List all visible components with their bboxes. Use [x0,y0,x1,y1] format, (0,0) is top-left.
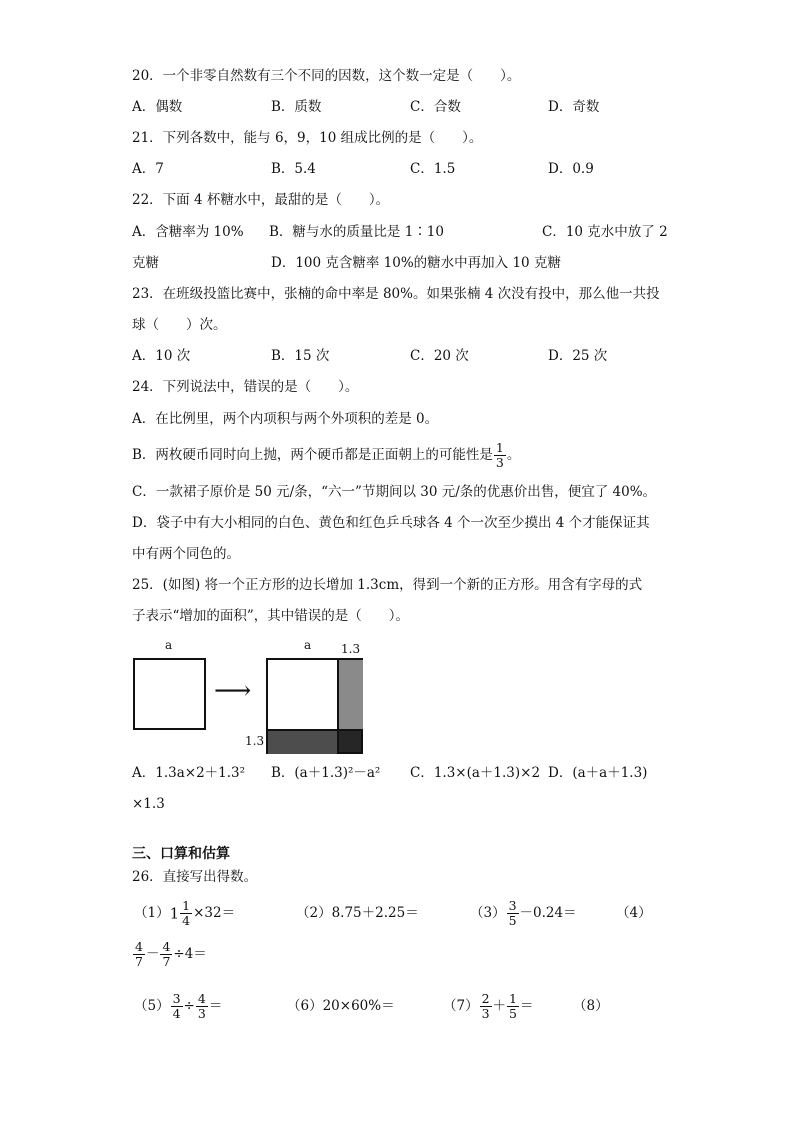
calc-1 [134,893,235,934]
calc-7-fraction-2 [507,992,519,1021]
figure-label-1-3-left: 1.3 [245,734,265,748]
q25-option-b: B．(a＋1.3)²－a² [271,765,381,781]
q23-option-c: C．20 次 [410,348,469,364]
calc-3 [470,893,577,933]
calc-8: （8） [573,998,609,1014]
original-square [133,658,206,730]
calc-4-rest: ÷4＝ [173,946,207,962]
q24-option-c: C．一款裙子原价是 50 元/条，“六一”节期间以 30 元/条的优惠价出售，便宜了 40%。 [132,484,657,500]
q20-option-a: A．偶数 [132,99,183,115]
q21-stem: 21．下列各数中，能与 6，9，10 组成比例的是（ ）。 [132,130,483,146]
fraction-denominator: 7 [162,954,171,969]
q25-stem-line1: 25．(如图) 将一个正方形的边长增加 1.3cm，得到一个新的正方形。用含有字母的式 [132,577,643,593]
fraction-denominator: 4 [182,913,191,928]
q22-option-c: C．10 克水中放了 2 [542,224,668,240]
fraction-denominator: 3 [481,1006,490,1021]
fraction-denominator: 7 [135,954,143,969]
calc-5-rest: ＝ [208,998,223,1014]
q23-option-a: A．10 次 [132,348,191,364]
q20-option-c: C．合数 [410,99,461,115]
q24-option-a: A．在比例里，两个内项积与两个外项积的差是 0。 [132,411,439,427]
q24-option-d-line2: 中有两个同色的。 [132,546,240,562]
calc-3-fraction [507,899,519,928]
fraction-denominator: 5 [509,1006,517,1021]
q20-option-b: B．质数 [271,99,322,115]
calc-3-rest: －0.24＝ [519,905,577,921]
q21-option-a: A．7 [132,161,164,177]
fraction-denominator: 3 [197,1006,206,1021]
fraction-numerator: 4 [197,991,206,1006]
figure-label-a-new: a [304,638,312,652]
calc-1-label: （1） [134,905,170,921]
q22-stem: 22．下面 4 杯糖水中，最甜的是（ ）。 [132,192,390,208]
fraction-numerator: 3 [172,991,181,1006]
increase-corner [337,729,361,752]
q24-stem: 24．下列说法中，错误的是（ ）。 [132,379,359,395]
calc-7-label: （7） [443,998,479,1014]
calc-5-op: ÷ [183,998,195,1014]
fraction-numerator: 4 [135,939,143,954]
fraction-denominator: 4 [172,1006,181,1021]
q20-stem: 20．一个非零自然数有三个不同的因数，这个数一定是（ ）。 [132,68,521,84]
calc-5-fraction-1 [171,992,183,1021]
q25-option-d-cont: ×1.3 [132,796,165,812]
q23-stem-line2: 球（ ）次。 [132,317,227,333]
q21-option-c: C．1.5 [410,161,456,177]
arrow-icon: ⟶ [214,676,252,706]
increase-strip-right [337,660,363,729]
calc-1-fraction [180,899,192,928]
calc-7 [443,986,534,1026]
fraction-numerator: 1 [509,991,517,1006]
fraction-numerator: 1 [182,898,191,913]
q23-option-d: D．25 次 [548,348,608,364]
calc-7-rest: ＝ [520,998,534,1014]
fraction-denominator: 3 [495,455,504,470]
q25-option-a: A．1.3a×2＋1.3² [132,765,246,781]
q20-option-d: D．奇数 [548,99,600,115]
calc-7-fraction-1 [480,992,492,1021]
calc-5-label: （5） [134,998,170,1014]
q26-stem: 26．直接写出得数。 [132,869,258,885]
q22-option-b: B．糖与水的质量比是 1∶10 [269,224,444,240]
q24-option-b-end: 。 [506,447,521,463]
calc-4-fraction-2 [160,940,172,969]
q22-option-a: A．含糖率为 10% [132,224,244,240]
q25-option-c: C．1.3×(a＋1.3)×2 [410,765,541,781]
calc-1-rest: ×32＝ [193,905,236,921]
calc-4-op: － [145,946,160,962]
calc-2: （2）8.75＋2.25＝ [296,905,419,921]
fraction-numerator: 2 [481,991,490,1006]
q22-option-d: D．100 克含糖率 10%的糖水中再加入 10 克糖 [271,255,561,271]
calc-7-op: ＋ [492,998,507,1014]
increase-strip-bottom [268,729,337,754]
calc-3-label: （3） [470,905,506,921]
calc-4 [132,934,207,974]
figure-label-1-3-top: 1.3 [341,642,361,656]
calc-5 [134,986,222,1026]
calc-4-fraction-1 [133,940,145,969]
calc-1-whole: 1 [169,904,180,923]
fraction-numerator: 1 [495,440,504,455]
q22-option-c-cont: 克糖 [132,255,159,271]
fraction-numerator: 4 [162,939,171,954]
q23-option-b: B．15 次 [271,348,330,364]
fraction-numerator: 3 [508,898,517,913]
q21-option-d: D．0.9 [548,161,594,177]
q21-option-b: B．5.4 [271,161,316,177]
q25-option-d: D．(a＋a＋1.3) [548,765,648,781]
q24-option-b-fraction [494,441,506,470]
calc-6: （6）20×60%＝ [287,998,395,1014]
calc-4-label: （4） [616,905,652,921]
q24-option-b-text: B．两枚硬币同时向上抛，两个硬币都是正面朝上的可能性是 [132,447,493,463]
q25-stem-line2: 子表示“增加的面积”，其中错误的是（ ）。 [132,608,410,624]
section-title: 三、口算和估算 [132,846,230,862]
q23-stem-line1: 23．在班级投篮比赛中，张楠的命中率是 80%。如果张楠 4 次没有投中，那么他一共投 [132,286,660,302]
figure-label-a-original: a [165,638,173,652]
calc-5-fraction-2 [196,992,208,1021]
q24-option-b [132,436,520,474]
fraction-denominator: 5 [508,913,517,928]
q24-option-d-line1: D．袋子中有大小相同的白色、黄色和红色乒乓球各 4 个一次至少摸出 4 个才能保证其 [132,515,650,531]
